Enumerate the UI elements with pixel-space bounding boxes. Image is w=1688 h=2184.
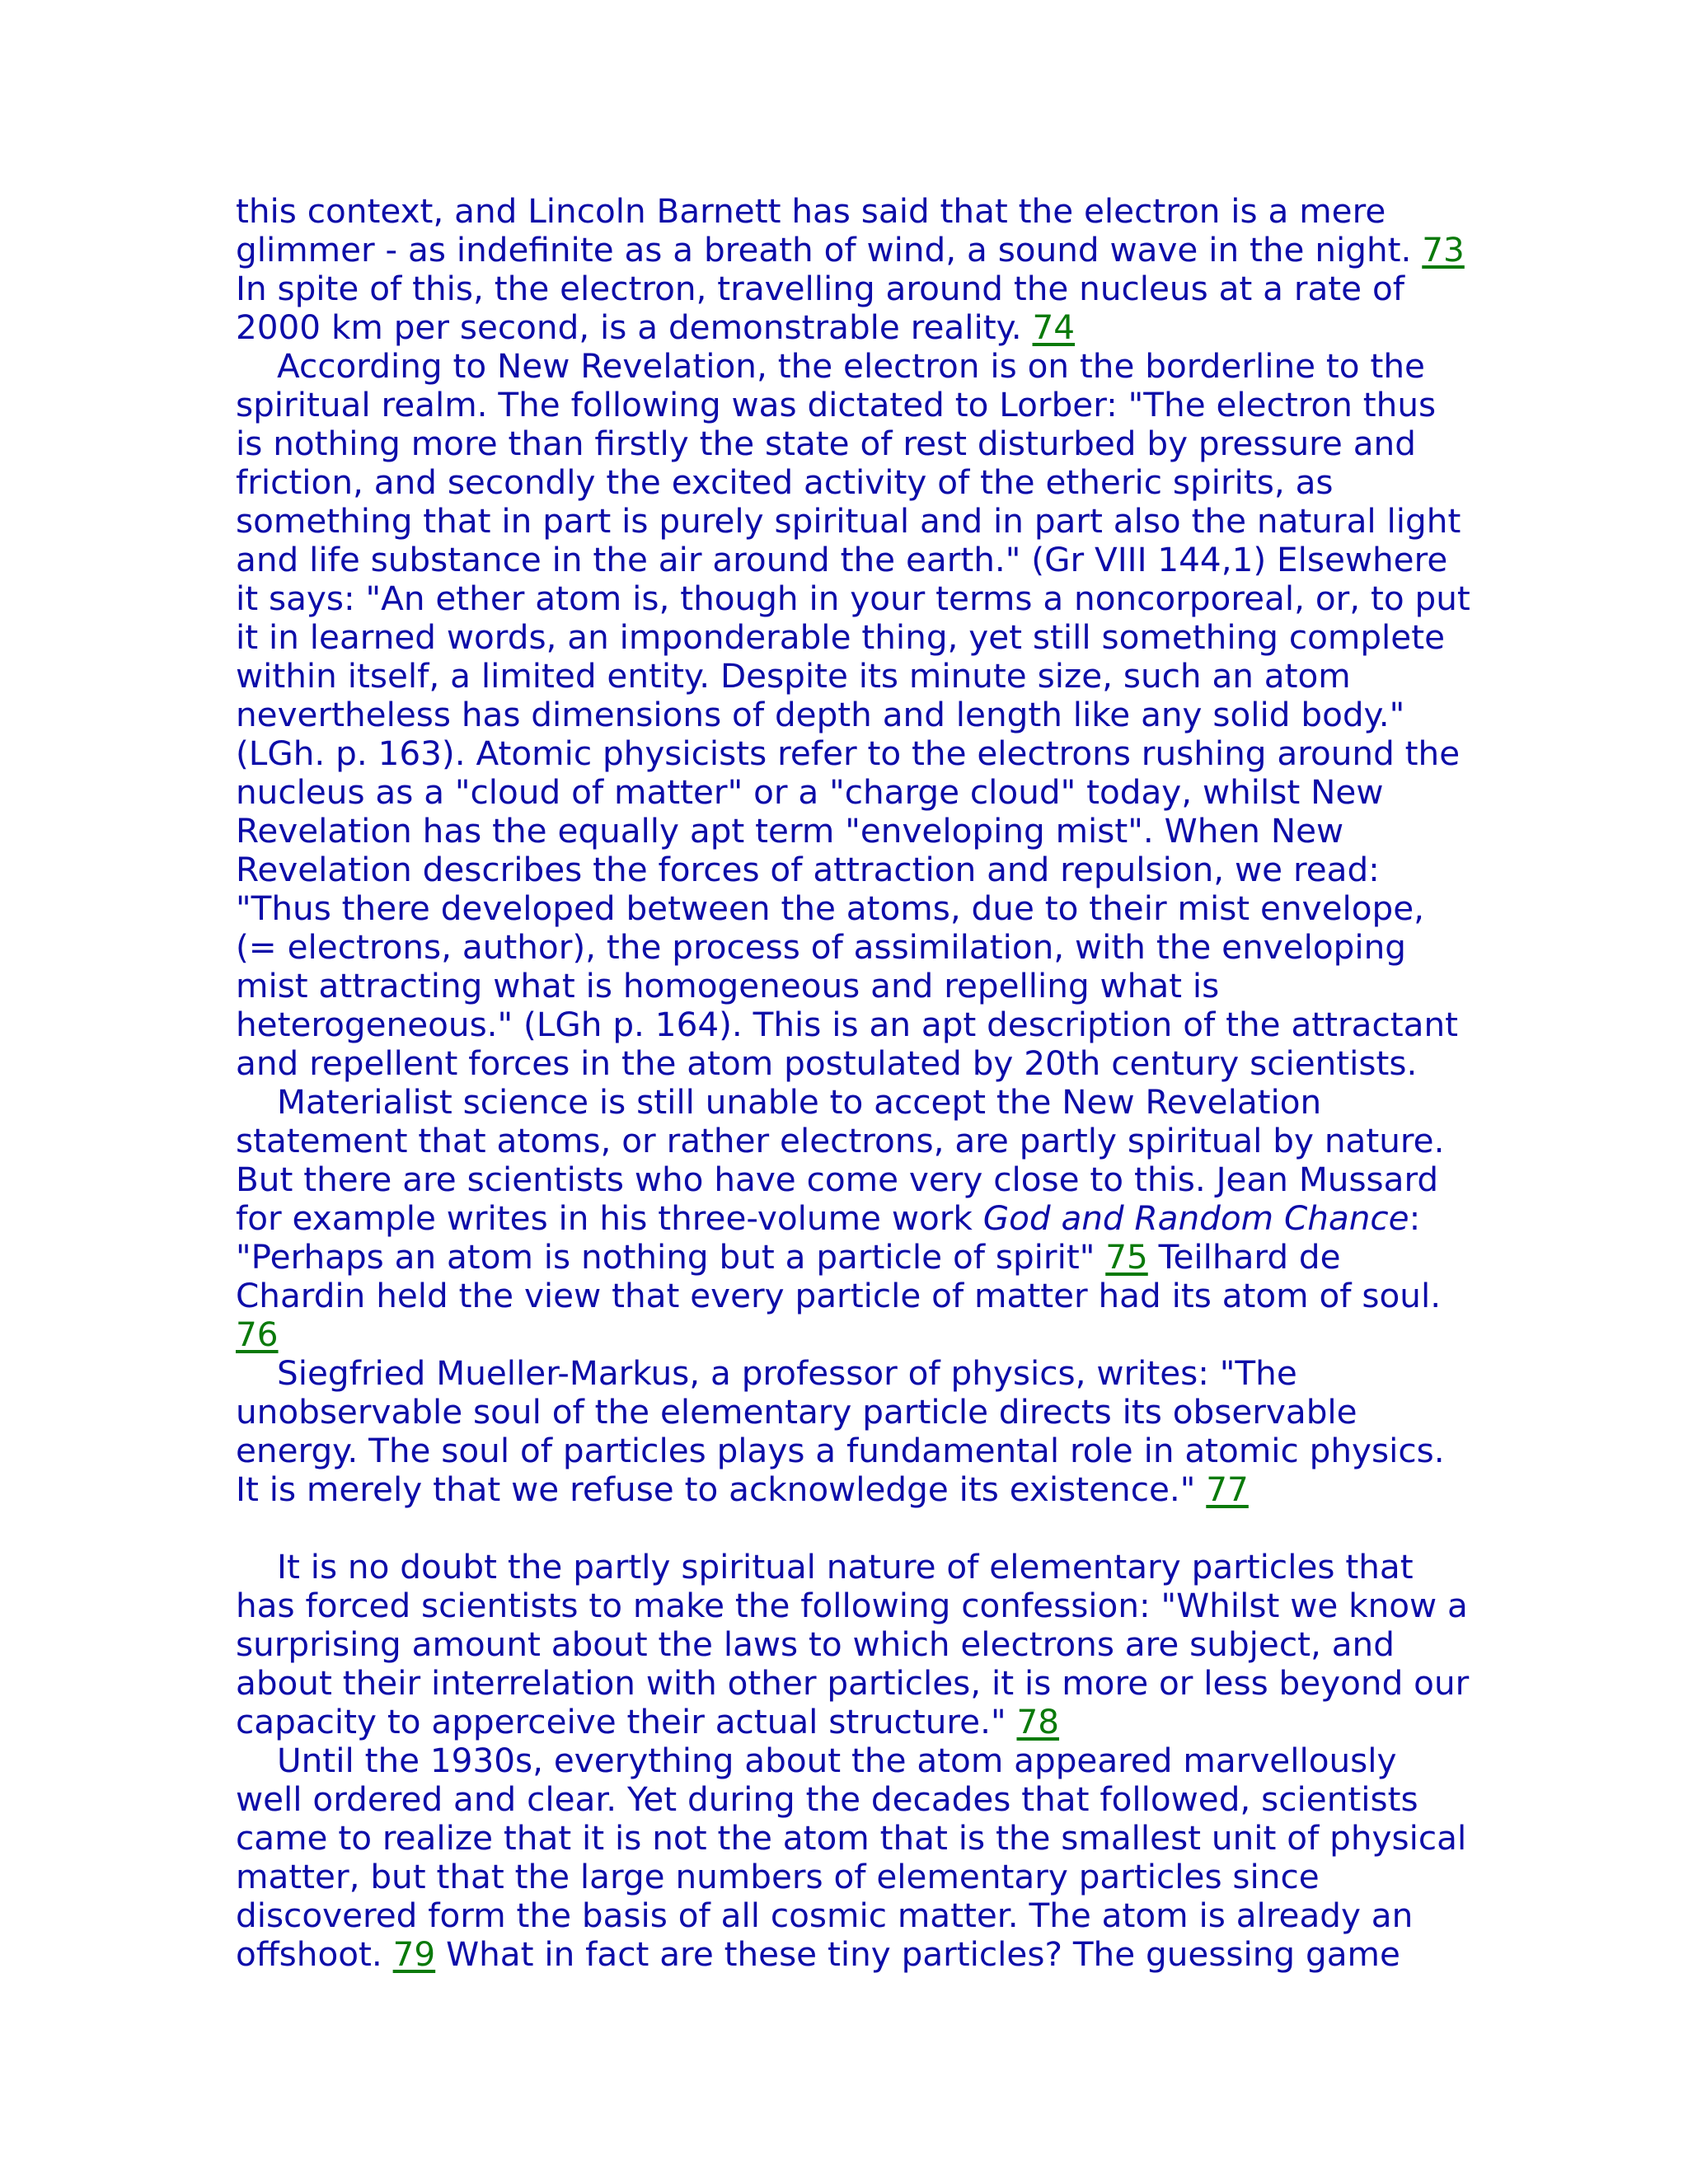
paragraph-mueller-markus xyxy=(236,1354,1472,1509)
paragraph-new-revelation-electron xyxy=(236,347,1472,1083)
paragraph-text: In spite of this, the electron, travelling around the nucleus at a rate of 2000 km per second, is a demonstrable reality. xyxy=(236,269,1405,347)
paragraph-text: What in fact are these tiny particles? The guessing game xyxy=(446,1934,1400,1974)
paragraph-until-1930s xyxy=(236,1741,1472,1974)
paragraph-text: this context, and Lincoln Barnett has said that the electron is a mere glimmer - as indefinite as a breath of wind, a sound wave in the night. xyxy=(236,191,1412,269)
paragraph-electron-glimmer xyxy=(236,192,1472,347)
paragraph-text: It is no doubt the partly spiritual nature of elementary particles that has forced scientists to make the following confession: "Whilst we know a surprising amount about the laws to which electrons are subject, and about their interrelation with other particles, it is more or less beyond our capacity to apperceive their actual structure." xyxy=(236,1547,1470,1741)
footnote-link-74[interactable]: 74 xyxy=(1032,307,1076,347)
paragraph-text: Until the 1930s, everything about the atom appeared marvellously well ordered and clear. Yet during the decades that followed, scientists came to realize that it is not the atom that is the smallest unit of physical matter, but that the large numbers of elementary particles since discovered form the basis of all cosmic matter. The atom is already an offshoot. xyxy=(236,1741,1467,1974)
footnote-link-77[interactable]: 77 xyxy=(1206,1469,1249,1509)
footnote-link-76[interactable]: 76 xyxy=(236,1315,279,1354)
paragraph-text: Teilhard de Chardin held the view that every particle of matter had its atom of soul. xyxy=(236,1237,1442,1315)
footnote-link-73[interactable]: 73 xyxy=(1422,230,1465,269)
paragraph-text: According to New Revelation, the electron is on the borderline to the spiritual realm. The following was dictated to Lorber: "The electron thus is nothing more than firstly the state of rest disturbed by pressure and friction, and secondly the excited activity of the etheric spirits, as something that in part is purely spiritual and in part also the natural light and life substance in the air around the earth." (Gr VIII 144,1) Elsewhere it says: "An ether atom is, though in your terms a noncorporeal, or, to put it in learned words, an imponderable thing, yet still something complete within itself, a limited entity. Despite its minute size, such an atom nevertheless has dimensions of depth and length like any solid body." (LGh. p. 163). Atomic physicists refer to the electrons rushing around the nucleus as a "cloud of matter" or a "charge cloud" today, whilst New Revelation has the equally apt term "enveloping mist". When New Revelation describes the forces of attraction and repulsion, we read: "Thus there developed between the atoms, due to their mist envelope, (= electrons, author), the process of assimilation, with the enveloping mist attracting what is homogeneous and repelling what is heterogeneous." (LGh p. 164). This is an apt description of the attractant and repellent forces in the atom postulated by 20th century scientists. xyxy=(236,346,1470,1083)
book-title: God and Random Chance xyxy=(982,1198,1409,1238)
paragraph-gap xyxy=(236,1509,1472,1548)
footnote-link-78[interactable]: 78 xyxy=(1016,1702,1060,1741)
paragraph-text: Siegfried Mueller-Markus, a professor of physics, writes: "The unobservable soul of the elementary particle directs its observable energy. The soul of particles plays a fundamental role in atomic physics. It is merely that we refuse to acknowledge its existence." xyxy=(236,1353,1445,1509)
document-page xyxy=(236,192,1472,1974)
footnote-link-75[interactable]: 75 xyxy=(1105,1237,1148,1277)
paragraph-text: : "Perhaps an atom is nothing but a particle of spirit" xyxy=(236,1198,1421,1277)
paragraph-scientists-confession xyxy=(236,1548,1472,1741)
footnote-link-79[interactable]: 79 xyxy=(392,1934,436,1974)
paragraph-materialist-science xyxy=(236,1083,1472,1354)
paragraph-text: Materialist science is still unable to accept the New Revelation statement that atoms, or rather electrons, are partly spiritual by nature. But there are scientists who have come very close to this. Jean Mussard for example writes in his three-volume work xyxy=(236,1082,1445,1238)
